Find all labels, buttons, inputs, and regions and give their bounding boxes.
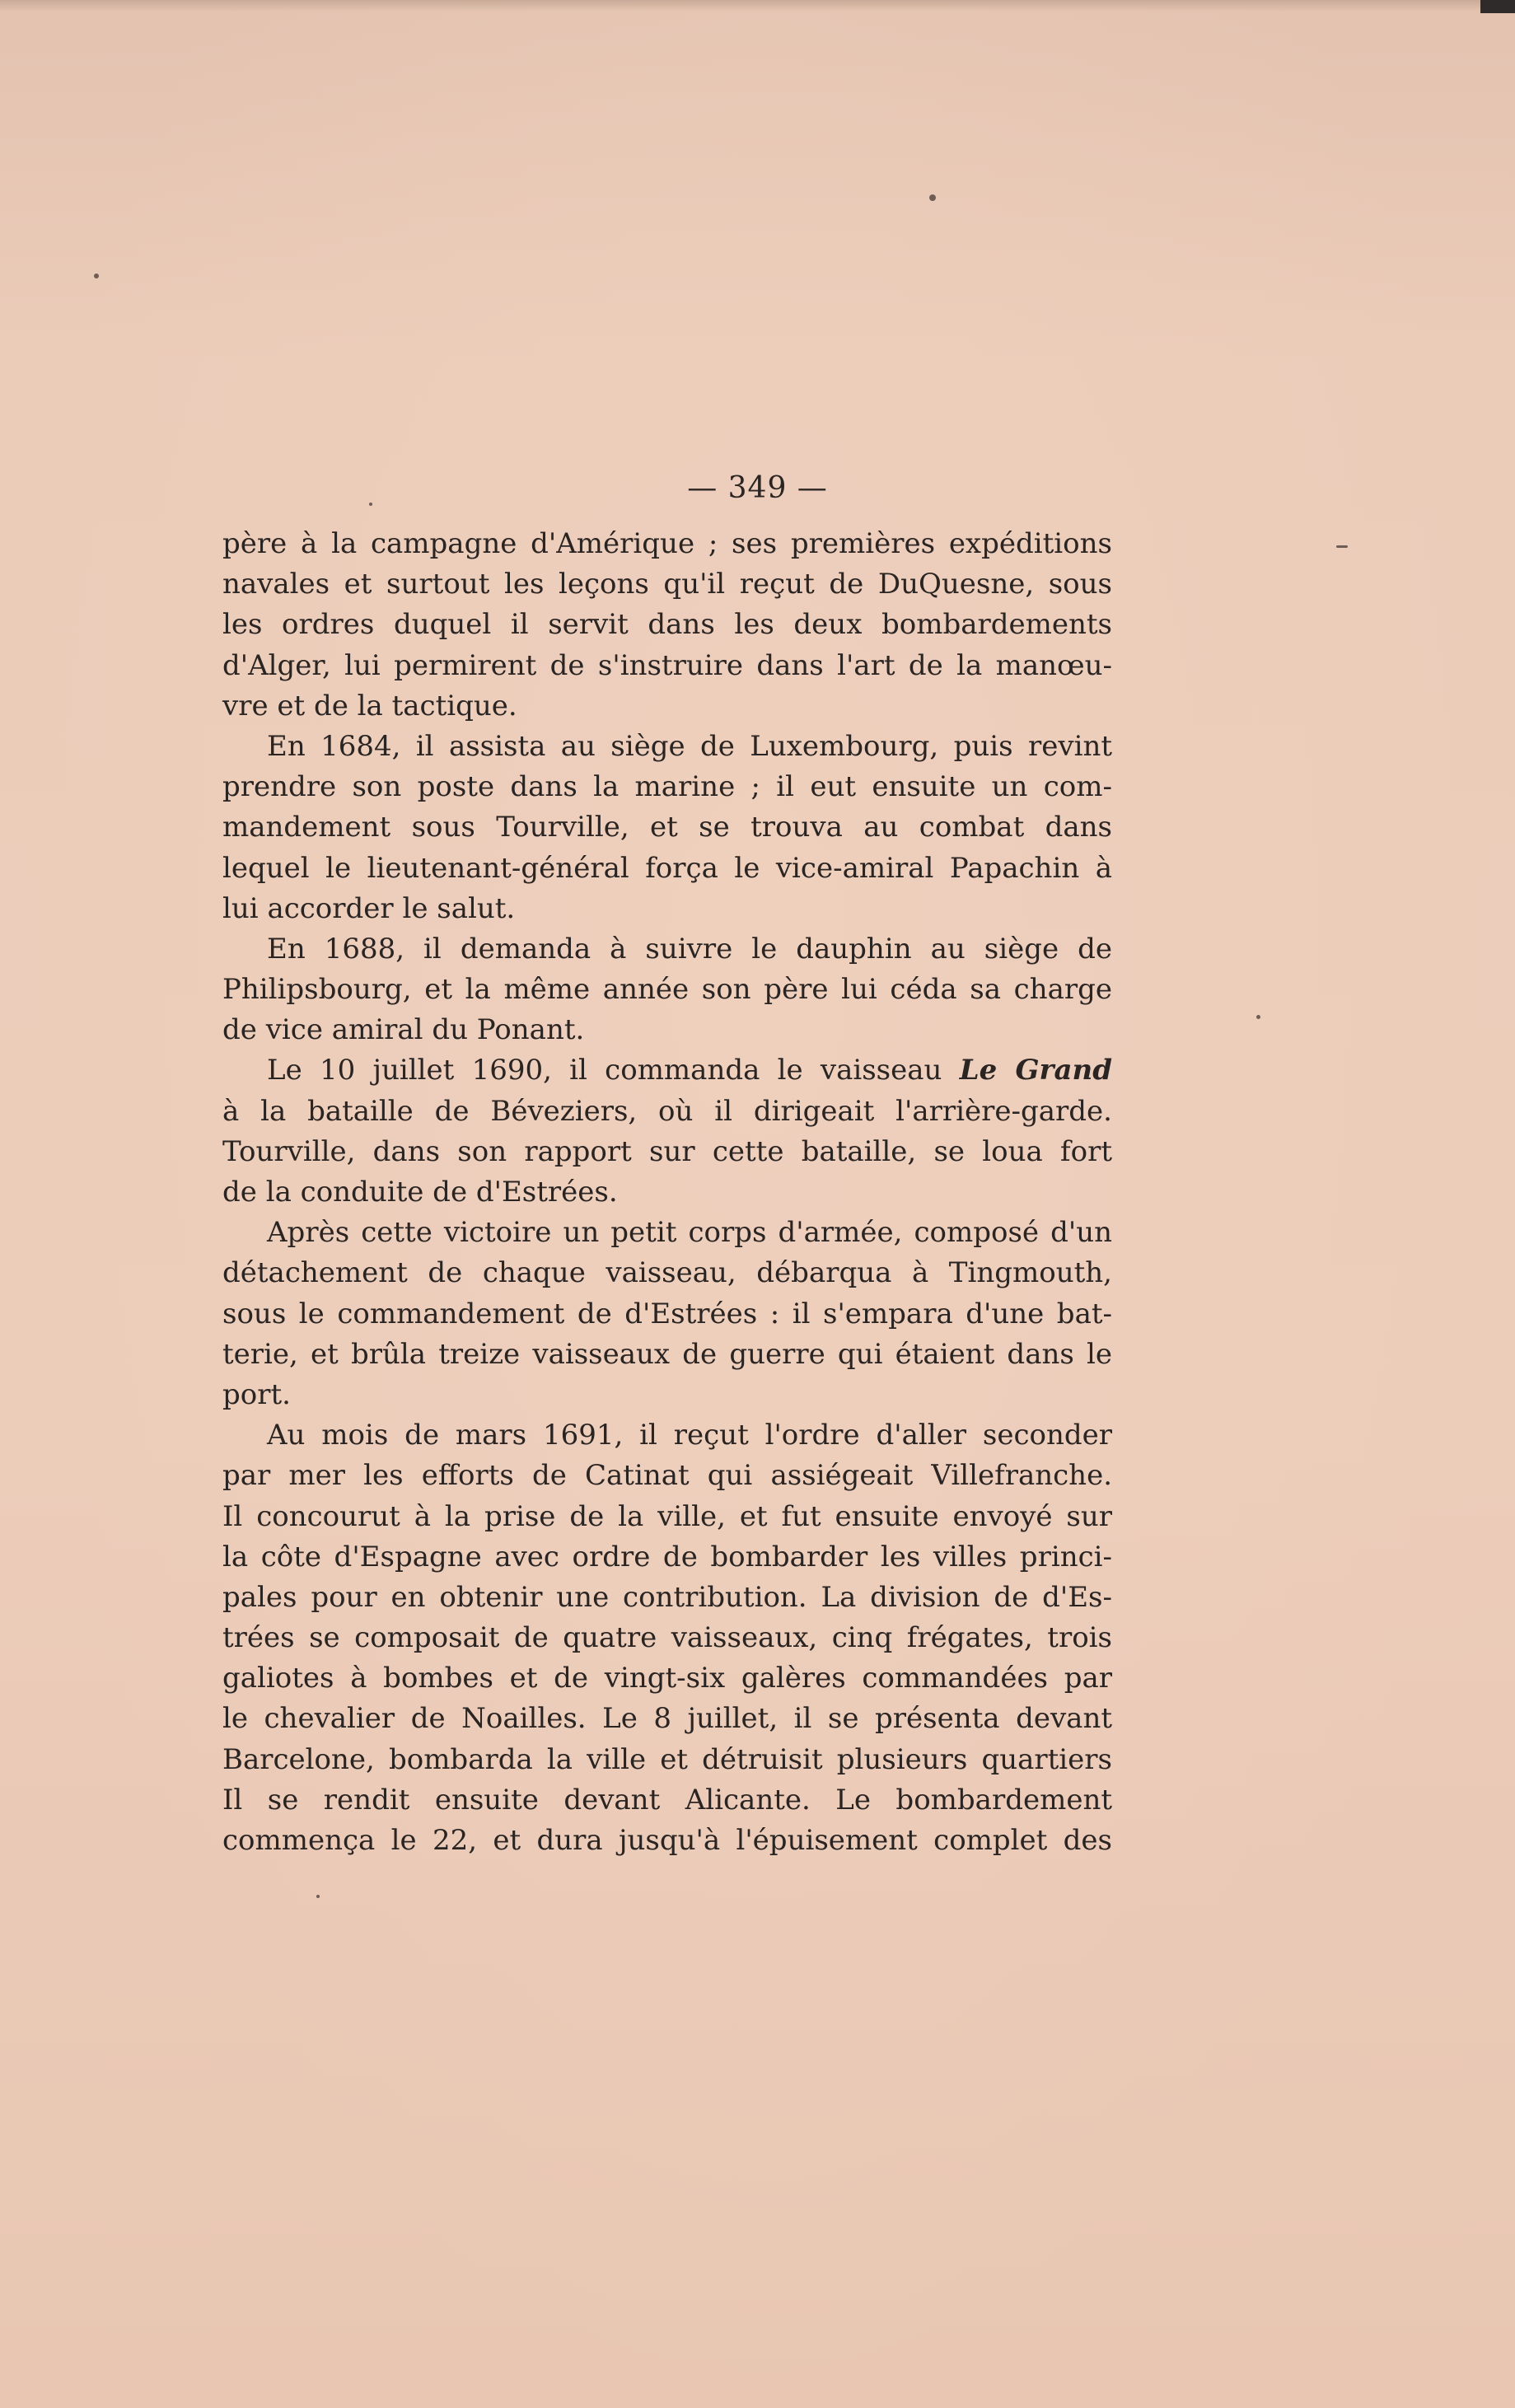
text-line: père à la campagne d'Amérique ; ses premières expéditions	[222, 527, 1112, 560]
text-line: Il se rendit ensuite devant Alicante. Le bombardement	[222, 1783, 1112, 1817]
text-line: lequel le lieutenant-général força le vice-amiral Papachin à	[222, 851, 1112, 885]
paper-speck	[929, 194, 936, 201]
paragraph	[222, 929, 1112, 1051]
text-line: En 1684, il assista au siège de Luxembourg, puis revint	[267, 729, 1112, 763]
text-line: sous le commandement de d'Estrées : il s'empara d'une bat-	[222, 1297, 1112, 1330]
paragraph	[222, 1415, 1112, 1861]
text-line: Philipsbourg, et la même année son père lui céda sa charge	[222, 973, 1112, 1007]
paragraph	[222, 1050, 1112, 1213]
text-line: de la conduite de d'Estrées.	[222, 1176, 618, 1209]
text-line: galiotes à bombes et de vingt-six galères commandées par	[222, 1662, 1112, 1695]
text-line: de vice amiral du Ponant.	[222, 1013, 585, 1047]
paper-speck	[1256, 1015, 1260, 1019]
text-line: vre et de la tactique.	[222, 689, 517, 722]
paragraph	[222, 524, 1112, 727]
text-line: navales et surtout les leçons qu'il reçut de DuQuesne, sous	[222, 568, 1112, 601]
body-text	[222, 524, 1112, 1861]
text-line: par mer les efforts de Catinat qui assiégeait Villefranche.	[222, 1459, 1112, 1493]
text-line: trées se composait de quatre vaisseaux, cinq frégates, trois	[222, 1621, 1112, 1655]
text-line: Le 10 juillet 1690, il commanda le vaisseau Le Grand	[267, 1054, 1112, 1087]
paper-speck	[1336, 545, 1348, 548]
text-line: pales pour en obtenir une contribution. La division de d'Es-	[222, 1580, 1112, 1614]
text-line: Barcelone, bombarda la ville et détruisit plusieurs quartiers	[222, 1742, 1112, 1776]
text-line: à la bataille de Béveziers, où il dirigeait l'arrière-garde.	[222, 1094, 1112, 1128]
paragraph	[222, 1213, 1112, 1415]
page-top-edge	[0, 0, 1515, 12]
page-number: — 349 —	[687, 471, 828, 505]
text-line: le chevalier de Noailles. Le 8 juillet, il se présenta devant	[222, 1702, 1112, 1736]
text-line: détachement de chaque vaisseau, débarqua à Tingmouth,	[222, 1256, 1112, 1290]
paragraph	[222, 727, 1112, 929]
text-line: les ordres duquel il servit dans les deux bombardements	[222, 608, 1112, 642]
text-line: lui accorder le salut.	[222, 891, 516, 925]
text-line: Il concourut à la prise de la ville, et fut ensuite envoyé sur	[222, 1499, 1112, 1533]
paper-speck	[94, 274, 99, 278]
text-line: la côte d'Espagne avec ordre de bombarder les villes princi-	[222, 1540, 1112, 1573]
text-line: Tourville, dans son rapport sur cette bataille, se loua fort	[222, 1134, 1112, 1168]
text-line: Après cette victoire un petit corps d'armée, composé d'un	[267, 1216, 1112, 1250]
text-line: commença le 22, et dura jusqu'à l'épuisement complet des	[222, 1824, 1112, 1857]
corner-mark	[1480, 0, 1515, 13]
text-line: terie, et brûla treize vaisseaux de guerre qui étaient dans le	[222, 1337, 1112, 1371]
text-line: prendre son poste dans la marine ; il eut ensuite un com-	[222, 770, 1112, 804]
text-line: Au mois de mars 1691, il reçut l'ordre d'aller seconder	[267, 1419, 1112, 1452]
text-line: En 1688, il demanda à suivre le dauphin au siège de	[267, 932, 1112, 966]
text-line: d'Alger, lui permirent de s'instruire dans l'art de la manœu-	[222, 648, 1112, 682]
text-line: port.	[222, 1377, 291, 1411]
ship-name: Le Grand	[959, 1054, 1112, 1087]
paper-speck	[316, 1895, 320, 1898]
text-line: mandement sous Tourville, et se trouva au combat dans	[222, 811, 1112, 844]
